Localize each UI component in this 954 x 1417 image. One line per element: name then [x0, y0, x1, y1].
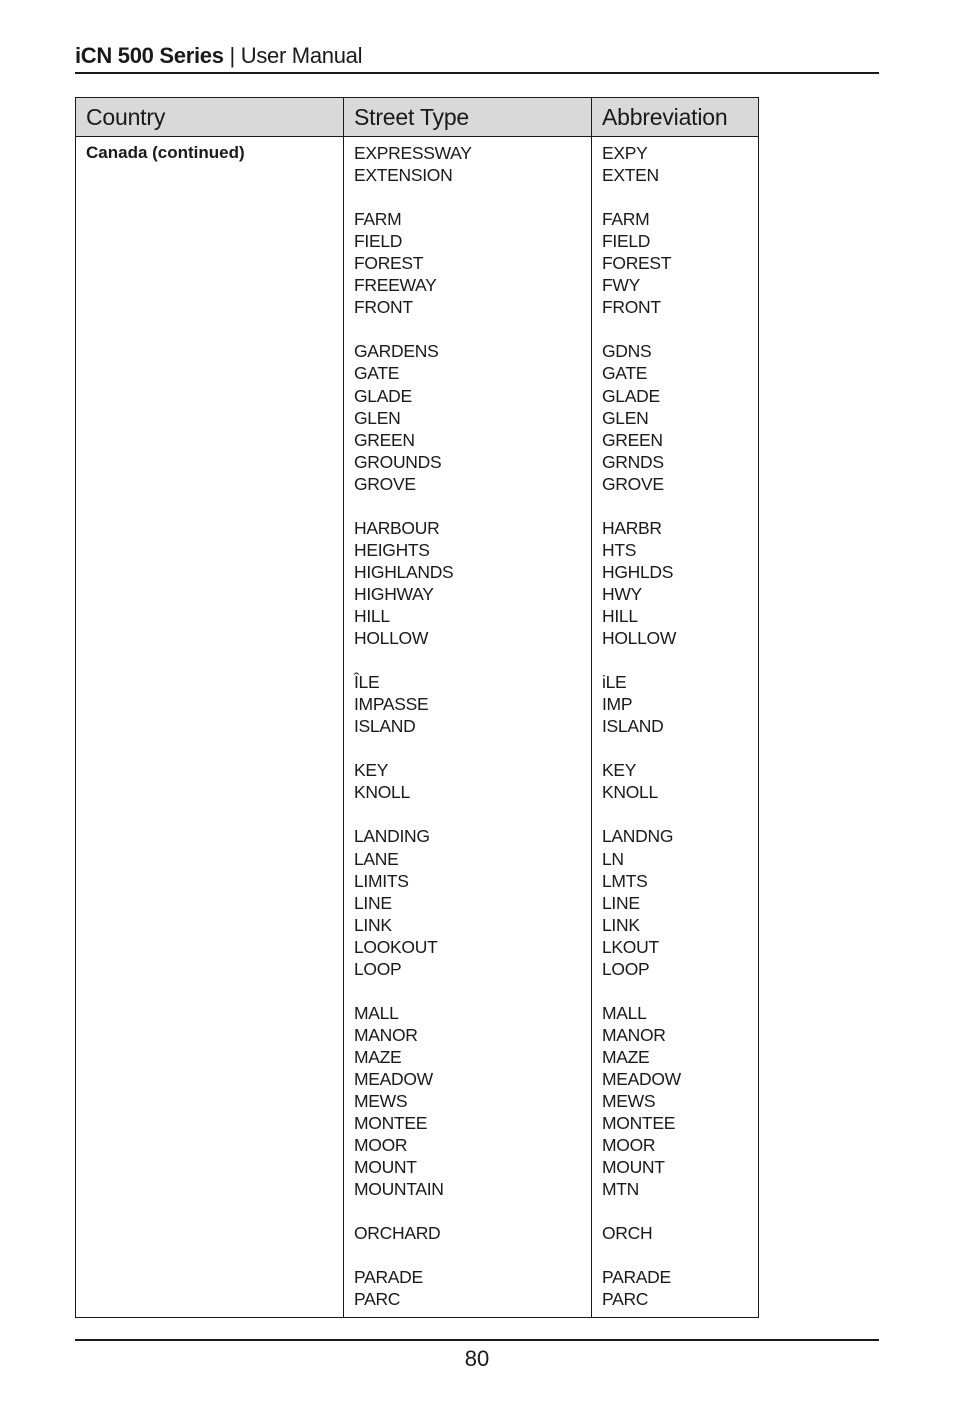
abbreviation-item: iLE: [602, 672, 627, 693]
street-type-item: FRONT: [354, 297, 413, 318]
column-header-country: Country: [86, 104, 166, 130]
street-type-item: KNOLL: [354, 782, 410, 803]
abbreviation-item: KEY: [602, 760, 637, 781]
abbreviation-item: HOLLOW: [602, 628, 677, 649]
abbreviation-item: EXPY: [602, 143, 648, 163]
street-type-item: MEADOW: [354, 1068, 433, 1089]
street-type-table: [75, 97, 759, 1318]
abbreviation-item: MONTEE: [602, 1113, 676, 1134]
abbreviation-item: LINK: [602, 914, 640, 935]
street-type-item: HEIGHTS: [354, 539, 430, 560]
street-type-item: HOLLOW: [354, 628, 429, 649]
street-type-item: LOOKOUT: [354, 936, 438, 957]
abbreviation-item: PARADE: [602, 1267, 671, 1288]
abbreviation-item: LKOUT: [602, 936, 659, 957]
abbreviation-item: LINE: [602, 892, 640, 913]
street-type-item: HIGHLANDS: [354, 561, 454, 582]
abbreviation-item: LANDNG: [602, 826, 674, 847]
abbreviation-item: HARBR: [602, 517, 662, 538]
abbreviation-item: ORCH: [602, 1223, 653, 1244]
street-type-item: GROUNDS: [354, 451, 442, 472]
group-spacer: [354, 980, 472, 1002]
abbreviation-item: ISLAND: [602, 716, 664, 737]
group-spacer: [602, 186, 681, 208]
abbreviation-item: GREEN: [602, 429, 663, 450]
column-header-street-type: Street Type: [354, 104, 470, 130]
street-type-item: FOREST: [354, 253, 424, 274]
abbreviation-item: MANOR: [602, 1024, 666, 1045]
group-spacer: [602, 737, 681, 759]
group-spacer: [602, 1200, 681, 1222]
street-type-item: GROVE: [354, 473, 416, 494]
page-footer: [75, 1339, 879, 1371]
page-number: 80: [464, 1346, 490, 1371]
street-type-item: LIMITS: [354, 870, 409, 891]
street-type-item: HIGHWAY: [354, 583, 434, 604]
street-type-item: MONTEE: [354, 1113, 428, 1134]
street-type-item: FIELD: [354, 231, 403, 252]
street-type-item: MEWS: [354, 1091, 408, 1112]
column-divider: [343, 98, 344, 1317]
street-type-item: ORCHARD: [354, 1223, 441, 1244]
abbreviation-item: EXTEN: [602, 165, 659, 186]
abbreviation-item: FWY: [602, 275, 640, 296]
abbreviation-item: HWY: [602, 583, 642, 604]
street-type-item: MOOR: [354, 1135, 408, 1156]
column-divider: [591, 98, 592, 1317]
abbreviation-item: FARM: [602, 209, 650, 230]
group-spacer: [354, 737, 472, 759]
abbreviation-item: FRONT: [602, 297, 661, 318]
street-type-item: LANE: [354, 848, 399, 869]
street-type-item: PARADE: [354, 1267, 423, 1288]
street-type-item: HARBOUR: [354, 517, 440, 538]
abbreviation-item: LMTS: [602, 870, 648, 891]
street-type-item: ÎLE: [354, 672, 380, 693]
abbreviation-item: MAZE: [602, 1046, 650, 1067]
street-type-item: LOOP: [354, 958, 402, 979]
group-spacer: [354, 495, 472, 517]
street-type-item: GLEN: [354, 407, 401, 428]
street-type-item: EXPRESSWAY: [354, 143, 472, 163]
group-spacer: [354, 1200, 472, 1222]
street-type-item: MOUNTAIN: [354, 1179, 444, 1200]
street-type-item: HILL: [354, 605, 390, 626]
abbreviation-item: GLEN: [602, 407, 649, 428]
group-spacer: [602, 495, 681, 517]
abbreviation-item: GROVE: [602, 473, 664, 494]
abbreviation-item: MEADOW: [602, 1068, 681, 1089]
group-spacer: [602, 980, 681, 1002]
abbreviation-item: IMP: [602, 694, 633, 715]
street-type-item: LINE: [354, 892, 392, 913]
abbreviation-list: [602, 142, 681, 1310]
street-type-item: FREEWAY: [354, 275, 437, 296]
street-type-list: [354, 142, 472, 1310]
abbreviation-item: HTS: [602, 539, 637, 560]
street-type-item: MANOR: [354, 1024, 418, 1045]
abbreviation-item: MOUNT: [602, 1157, 665, 1178]
street-type-item: GREEN: [354, 429, 415, 450]
street-type-item: MAZE: [354, 1046, 402, 1067]
street-type-item: LINK: [354, 914, 392, 935]
abbreviation-item: HGHLDS: [602, 561, 674, 582]
group-spacer: [354, 1244, 472, 1266]
street-type-item: EXTENSION: [354, 165, 453, 186]
table-header-row: [76, 98, 758, 137]
abbreviation-item: MEWS: [602, 1091, 656, 1112]
street-type-item: ISLAND: [354, 716, 416, 737]
group-spacer: [602, 649, 681, 671]
street-type-item: PARC: [354, 1289, 401, 1310]
product-name: iCN 500 Series: [75, 43, 224, 68]
abbreviation-item: FIELD: [602, 231, 651, 252]
column-header-abbreviation: Abbreviation: [602, 104, 728, 130]
page-header: [75, 40, 879, 74]
group-spacer: [602, 318, 681, 340]
abbreviation-item: FOREST: [602, 253, 672, 274]
abbreviation-item: GLADE: [602, 385, 660, 406]
abbreviation-item: KNOLL: [602, 782, 658, 803]
group-spacer: [354, 803, 472, 825]
group-spacer: [602, 803, 681, 825]
street-type-item: MALL: [354, 1002, 399, 1023]
street-type-item: GARDENS: [354, 341, 439, 362]
abbreviation-item: GRNDS: [602, 451, 664, 472]
street-type-item: MOUNT: [354, 1157, 417, 1178]
abbreviation-item: PARC: [602, 1289, 649, 1310]
abbreviation-item: LN: [602, 848, 624, 869]
group-spacer: [602, 1244, 681, 1266]
street-type-item: GLADE: [354, 385, 412, 406]
document-title: User Manual: [240, 43, 363, 68]
group-spacer: [354, 318, 472, 340]
street-type-item: LANDING: [354, 826, 430, 847]
group-spacer: [354, 186, 472, 208]
street-type-item: IMPASSE: [354, 694, 429, 715]
header-separator: |: [223, 43, 241, 68]
street-type-item: FARM: [354, 209, 402, 230]
group-spacer: [354, 649, 472, 671]
abbreviation-item: MALL: [602, 1002, 647, 1023]
abbreviation-item: MTN: [602, 1179, 640, 1200]
abbreviation-item: MOOR: [602, 1135, 656, 1156]
header-title: [75, 42, 362, 70]
country-cell: Canada (continued): [86, 143, 245, 162]
abbreviation-item: HILL: [602, 605, 638, 626]
abbreviation-item: GATE: [602, 363, 648, 384]
street-type-item: GATE: [354, 363, 400, 384]
abbreviation-item: LOOP: [602, 958, 650, 979]
street-type-item: KEY: [354, 760, 389, 781]
abbreviation-item: GDNS: [602, 341, 652, 362]
